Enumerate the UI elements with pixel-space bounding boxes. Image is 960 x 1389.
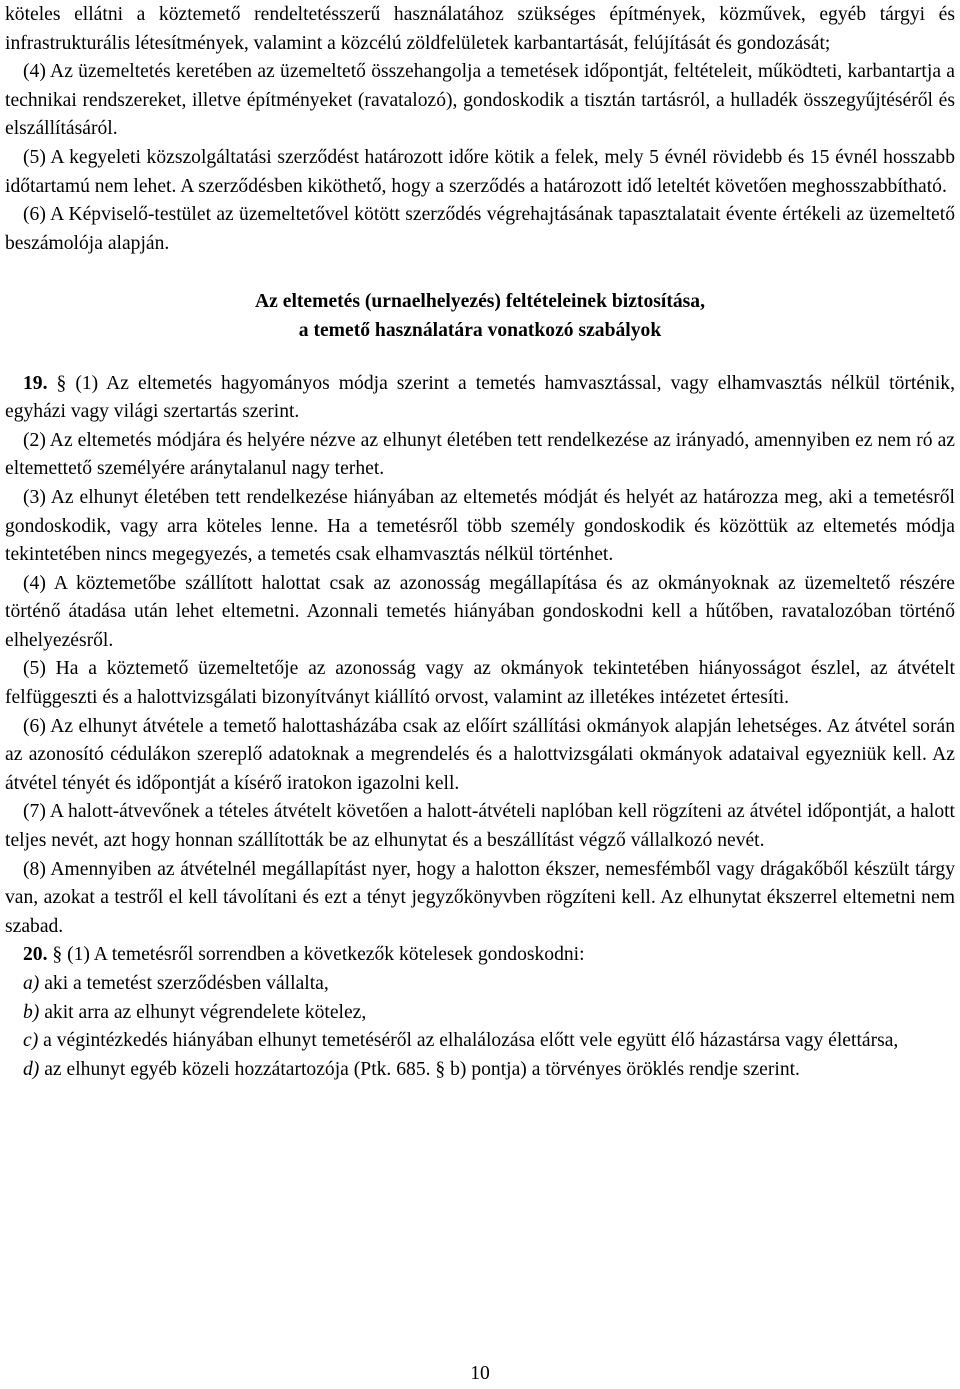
- section-19-paragraph-7: (7) A halott-átvevőnek a tételes átvételt követően a halott-átvételi naplóban kell rögzíteni az átvétel időpontját, a halott teljes nevét, azt hogy honnan szállították be az elhunytat és a beszállítást végző vállalkozó nevét.: [5, 801, 955, 852]
- paragraph-5: (5) A kegyeleti közszolgáltatási szerződést határozott időre kötik a felek, mely 5 évnél rövidebb és 15 évnél hosszabb időtartamú nem lehet. A szerződésben kiköthető, hogy a szerződés a határozott idő leteltét követően meghosszabbítható.: [5, 146, 955, 197]
- list-item-a-text: aki a temetést szerződésben vállalta,: [39, 973, 329, 994]
- list-item-d-letter: d): [23, 1058, 40, 1080]
- list-item-d: [5, 1056, 955, 1085]
- section-20-paragraph-1: [5, 941, 955, 970]
- section-20-number: 20.: [23, 944, 48, 966]
- list-item-b: [5, 999, 955, 1028]
- paragraph-continuation: köteles ellátni a köztemető rendeltetésszerű használatához szükséges építmények, közművek, egyéb tárgyi és infrastrukturális létesítmények, valamint a közcélú zöldfelületek karbantartását, felújítását és gondozását;: [5, 4, 955, 54]
- list-item-b-letter: b): [23, 1001, 40, 1023]
- section-19-number: 19.: [23, 372, 48, 394]
- section-heading-line-2: a temető használatára vonatkozó szabályok: [298, 319, 662, 341]
- section-20-text: § (1) A temetésről sorrendben a következők kötelesek gondoskodni:: [47, 944, 585, 966]
- section-heading: [5, 288, 955, 345]
- list-item-d-text: az elhunyt egyéb közeli hozzátartozója (Ptk. 685. § b) pontja) a törvényes öröklés rendje szerint.: [39, 1058, 800, 1080]
- section-19-paragraph-6: (6) Az elhunyt átvétele a temető halottasházába csak az előírt szállítási okmányok alapján lehetséges. Az átvétel során az azonosító cédulákon szereplő adatoknak a megrendelés és a halottvizsgálati okmányok adataival egyezniük kell. Az átvétel tényét és időpontját a kísérő iratokon igazolni kell.: [5, 715, 955, 794]
- section-19-paragraph-8: (8) Amennyiben az átvételnél megállapítást nyer, hogy a halotton ékszer, nemesfémből vagy drágakőből készült tárgy van, azokat a testről el kell távolítani és ezt a tényt jegyzőkönyvben rögzíteni kell. Az elhunytat ékszerrel eltemetni nem szabad.: [5, 858, 955, 937]
- list-item-c-text: a végintézkedés hiányában elhunyt temetéséről az elhalálozása előtt vele együtt élő házastársa vagy élettársa,: [38, 1030, 899, 1052]
- list-item-b-text: akit arra az elhunyt végrendelete kötelez,: [39, 1001, 367, 1023]
- list-item-a: [5, 970, 955, 999]
- list-item-a-letter: a): [23, 973, 40, 994]
- section-heading-line-1: Az eltemetés (urnaelhelyezés) feltételeinek biztosítása,: [255, 291, 705, 313]
- section-19-paragraph-3: (3) Az elhunyt életében tett rendelkezése hiányában az eltemetés módját és helyét az határozza meg, aki a temetésről gondoskodik, vagy arra köteles lenne. Ha a temetésről több személy gondoskodik és közöttük az eltemetés módja tekintetében nincs megegyezés, a temetés csak elhamvasztás nélkül történhet.: [5, 486, 955, 566]
- document-page: [5, 1, 955, 1084]
- section-19-text: § (1) Az eltemetés hagyományos módja szerint a temetés hamvasztással, vagy elhamvasztás nélkül történik, egyházi vagy világi szertartás szerint.: [5, 372, 955, 423]
- section-19-paragraph-2: (2) Az eltemetés módjára és helyére nézve az elhunyt életében tett rendelkezése az irányadó, amennyiben ez nem ró az eltemettető személyére aránytalanul nagy terhet.: [5, 429, 955, 480]
- paragraph-4: (4) Az üzemeltetés keretében az üzemeltető összehangolja a temetések időpontját, feltételeit, működteti, karbantartja a technikai rendszereket, illetve építményeket (ravatalozó), gondoskodik a tisztán tartásról, a hulladék összegyűjtéséről és elszállításáról.: [5, 61, 955, 140]
- list-item-c-letter: c): [23, 1030, 39, 1052]
- page-number: 10: [470, 1363, 490, 1384]
- paragraph-6: (6) A Képviselő-testület az üzemeltetővel kötött szerződés végrehajtásának tapasztalatait évente értékeli az üzemeltető beszámolója alapján.: [5, 204, 955, 254]
- list-item-c: [5, 1027, 955, 1056]
- section-19-paragraph-5: (5) Ha a köztemető üzemeltetője az azonosság vagy az okmányok tekintetében hiányosságot észlel, az átvételt felfüggeszti és a halottvizsgálati bizonyítványt kiállító orvost, valamint az illetékes intézetet értesíti.: [5, 658, 955, 709]
- section-19-paragraph-4: (4) A köztemetőbe szállított halottat csak az azonosság megállapítása és az okmányoknak az üzemeltető részére történő átadása után lehet eltemetni. Azonnali temetés hiányában gondoskodni kell a hűtőben, ravatalozóban történő elhelyezésről.: [5, 572, 955, 651]
- section-19-paragraph-1: [5, 370, 955, 427]
